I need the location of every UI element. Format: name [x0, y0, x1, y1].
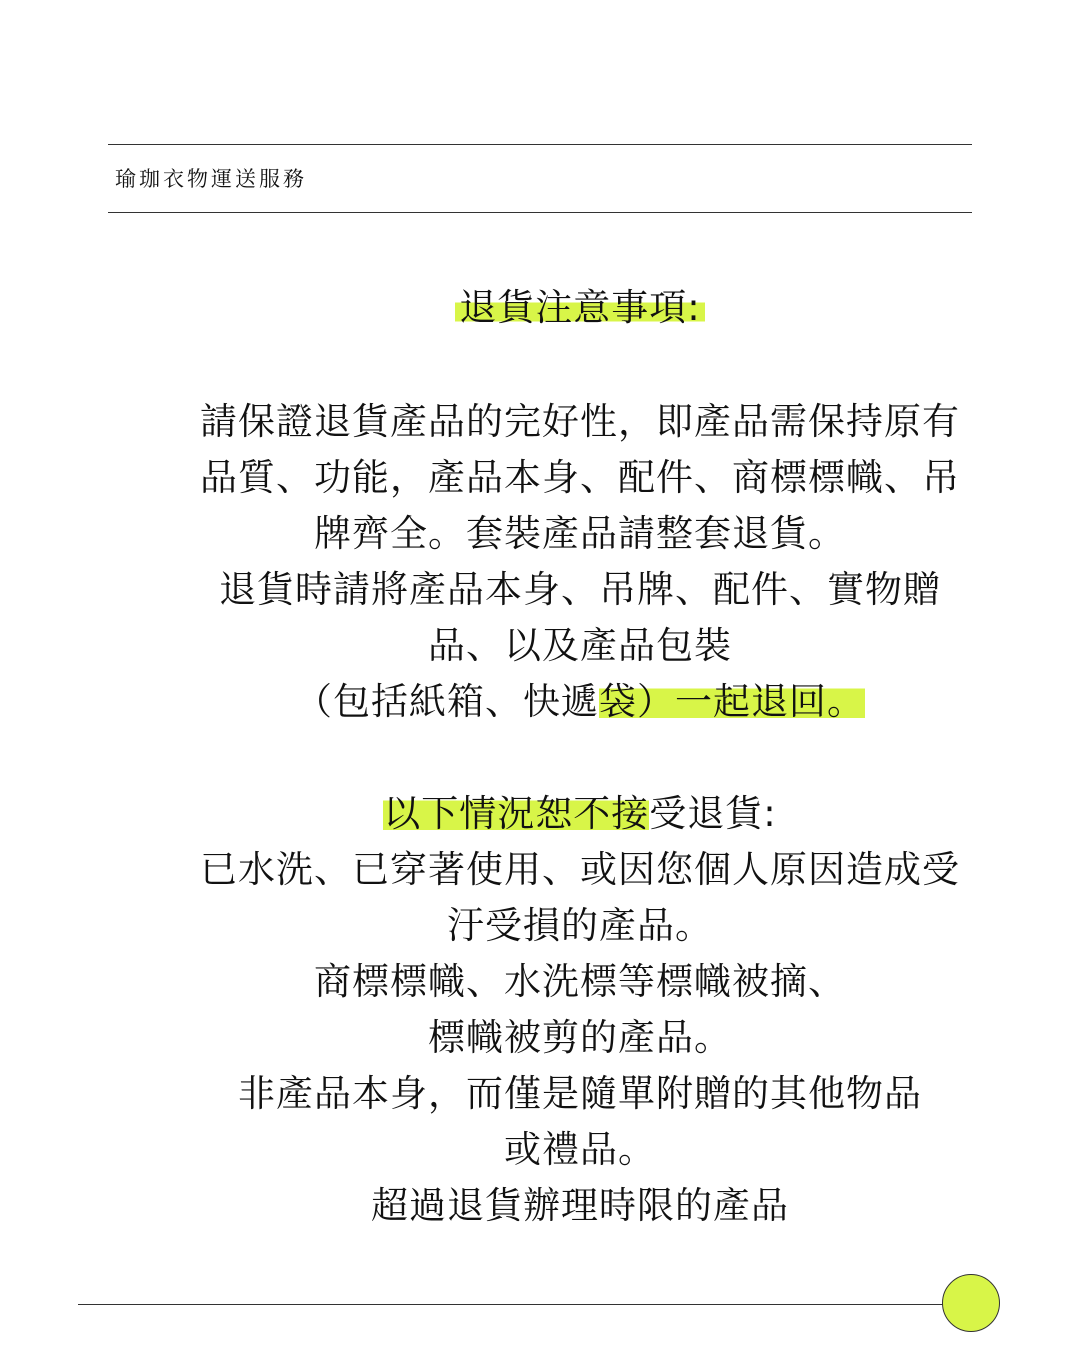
condition-line: 或禮品。 [504, 1128, 656, 1171]
non-returnable-section [110, 786, 1050, 1234]
condition-line: 商標標幟、水洗標等標幟被摘、 [314, 960, 846, 1003]
notice-line: 品質、功能，產品本身、配件、商標標幟、吊 [200, 456, 960, 499]
notice-line: 牌齊全。套裝產品請整套退貨。 [314, 512, 846, 555]
brand-name: 瑜珈衣物運送服務 [115, 167, 307, 191]
return-notice-body [110, 394, 1050, 730]
notice-line: 品、以及產品包裝 [428, 624, 732, 667]
return-notice-heading [110, 280, 1050, 336]
packaging-text: （包括紙箱、快遞 [295, 680, 599, 723]
condition-line: 非產品本身，而僅是隨單附贈的其他物品 [238, 1072, 922, 1115]
notice-line: 請保證退貨產品的完好性，即產品需保持原有 [200, 400, 960, 443]
condition-line: 標幟被剪的產品。 [428, 1016, 732, 1059]
section-spacer [110, 730, 1050, 786]
accent-circle [942, 1274, 1000, 1332]
notice-line-packaging [110, 674, 1050, 730]
notice-line: 退貨時請將產品本身、吊牌、配件、實物贈 [219, 568, 941, 611]
top-divider [108, 144, 972, 145]
non-returnable-heading [110, 786, 1050, 842]
packaging-highlight: 袋）一起退回。 [599, 680, 865, 723]
header-divider [108, 212, 972, 213]
condition-line: 已水洗、已穿著使用、或因您個人原因造成受 [200, 848, 960, 891]
return-policy-content [110, 280, 1050, 1234]
bottom-divider [78, 1304, 948, 1305]
return-notice-title: 退貨注意事項: [455, 286, 704, 329]
condition-line: 超過退貨辦理時限的產品 [371, 1184, 789, 1227]
non-returnable-heading-highlight: 以下情況恕不接 [383, 792, 650, 835]
condition-line: 汙受損的產品。 [447, 904, 713, 947]
non-returnable-heading-rest: 受退貨: [649, 792, 777, 835]
